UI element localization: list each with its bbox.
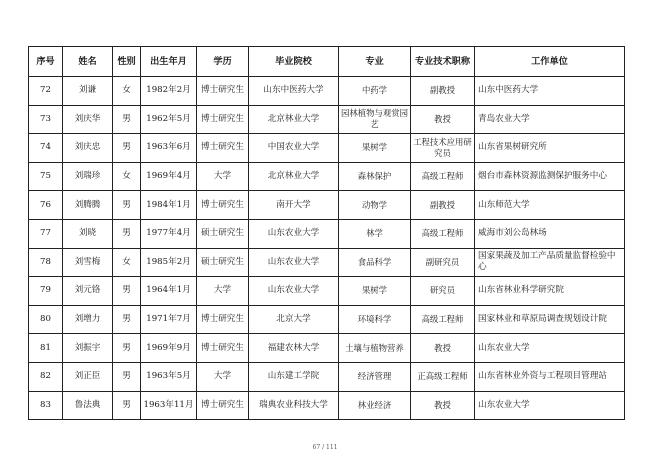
cell-education: 大学: [197, 277, 249, 306]
cell-gender: 女: [113, 77, 141, 106]
table-row: [29, 334, 625, 363]
table-row: [29, 391, 625, 420]
cell-major: 林学: [339, 219, 411, 248]
cell-school: 山东建工学院: [249, 362, 339, 391]
table-row: [29, 77, 625, 106]
cell-education: 博士研究生: [197, 105, 249, 134]
cell-no: 73: [29, 105, 63, 134]
cell-unit: 国家果蔬及加工产品质量监督检验中心: [475, 248, 625, 277]
header-unit: 工作单位: [475, 47, 625, 77]
cell-gender: 男: [113, 105, 141, 134]
cell-name: 刘振宇: [63, 334, 113, 363]
personnel-table: [28, 46, 625, 420]
cell-major: 果树学: [339, 277, 411, 306]
cell-unit: 国家林业和草原局调查规划设计院: [475, 305, 625, 334]
cell-title: 工程技术应用研究员: [411, 134, 475, 163]
cell-gender: 男: [113, 219, 141, 248]
cell-school: 山东中医药大学: [249, 77, 339, 106]
cell-education: 博士研究生: [197, 334, 249, 363]
cell-major: 中药学: [339, 77, 411, 106]
cell-no: 72: [29, 77, 63, 106]
cell-school: 瑞典农业科技大学: [249, 391, 339, 420]
header-no: 序号: [29, 47, 63, 77]
cell-unit: 山东省林业科学研究院: [475, 277, 625, 306]
cell-title: 教授: [411, 334, 475, 363]
cell-birth: 1963年6月: [141, 134, 197, 163]
cell-name: 刘雪梅: [63, 248, 113, 277]
cell-no: 81: [29, 334, 63, 363]
cell-birth: 1984年1月: [141, 191, 197, 220]
cell-title: 教授: [411, 391, 475, 420]
cell-title: 副教授: [411, 191, 475, 220]
cell-gender: 女: [113, 248, 141, 277]
cell-school: 北京林业大学: [249, 162, 339, 191]
table-body: [29, 77, 625, 420]
cell-education: 博士研究生: [197, 77, 249, 106]
cell-education: 大学: [197, 162, 249, 191]
cell-unit: 青岛农业大学: [475, 105, 625, 134]
cell-birth: 1977年4月: [141, 219, 197, 248]
cell-no: 80: [29, 305, 63, 334]
cell-name: 刘腾腾: [63, 191, 113, 220]
header-school: 毕业院校: [249, 47, 339, 77]
cell-major: 森林保护: [339, 162, 411, 191]
cell-education: 硕士研究生: [197, 248, 249, 277]
cell-school: 北京林业大学: [249, 105, 339, 134]
table-row: [29, 305, 625, 334]
cell-name: 刘晓: [63, 219, 113, 248]
cell-title: 正高级工程师: [411, 362, 475, 391]
cell-gender: 男: [113, 391, 141, 420]
cell-gender: 女: [113, 162, 141, 191]
cell-gender: 男: [113, 134, 141, 163]
cell-name: 刘庆忠: [63, 134, 113, 163]
cell-title: 高级工程师: [411, 162, 475, 191]
cell-gender: 男: [113, 305, 141, 334]
cell-name: 刘谦: [63, 77, 113, 106]
cell-unit: 山东省林业外资与工程项目管理站: [475, 362, 625, 391]
cell-gender: 男: [113, 277, 141, 306]
cell-education: 博士研究生: [197, 134, 249, 163]
cell-no: 74: [29, 134, 63, 163]
cell-name: 刘正臣: [63, 362, 113, 391]
cell-unit: 威海市刘公岛林场: [475, 219, 625, 248]
cell-no: 77: [29, 219, 63, 248]
table-row: [29, 162, 625, 191]
cell-school: 北京大学: [249, 305, 339, 334]
page-number: 67 / 111: [312, 444, 338, 451]
cell-major: 动物学: [339, 191, 411, 220]
cell-gender: 男: [113, 334, 141, 363]
table-header: [29, 47, 625, 77]
cell-title: 教授: [411, 105, 475, 134]
cell-unit: 烟台市森林资源监测保护服务中心: [475, 162, 625, 191]
cell-gender: 男: [113, 362, 141, 391]
cell-major: 园林植物与观赏园艺: [339, 105, 411, 134]
cell-school: 中国农业大学: [249, 134, 339, 163]
cell-title: 研究员: [411, 277, 475, 306]
cell-gender: 男: [113, 191, 141, 220]
table-row: [29, 219, 625, 248]
cell-birth: 1969年4月: [141, 162, 197, 191]
table-row: [29, 362, 625, 391]
cell-title: 高级工程师: [411, 219, 475, 248]
cell-birth: 1985年2月: [141, 248, 197, 277]
cell-major: 经济管理: [339, 362, 411, 391]
header-birth: 出生年月: [141, 47, 197, 77]
cell-birth: 1963年5月: [141, 362, 197, 391]
header-row: [29, 47, 625, 77]
cell-no: 75: [29, 162, 63, 191]
cell-education: 博士研究生: [197, 305, 249, 334]
table-row: [29, 248, 625, 277]
table-row: [29, 277, 625, 306]
cell-name: 刘瑞珍: [63, 162, 113, 191]
cell-birth: 1963年11月: [141, 391, 197, 420]
cell-title: 副研究员: [411, 248, 475, 277]
cell-no: 76: [29, 191, 63, 220]
cell-education: 硕士研究生: [197, 219, 249, 248]
cell-major: 环境科学: [339, 305, 411, 334]
cell-education: 博士研究生: [197, 191, 249, 220]
header-education: 学历: [197, 47, 249, 77]
cell-unit: 山东中医药大学: [475, 77, 625, 106]
cell-no: 83: [29, 391, 63, 420]
cell-major: 土壤与植物营养: [339, 334, 411, 363]
cell-birth: 1964年1月: [141, 277, 197, 306]
cell-birth: 1971年7月: [141, 305, 197, 334]
cell-no: 78: [29, 248, 63, 277]
table-row: [29, 134, 625, 163]
cell-major: 食品科学: [339, 248, 411, 277]
header-name: 姓名: [63, 47, 113, 77]
cell-school: 福建农林大学: [249, 334, 339, 363]
cell-school: 山东农业大学: [249, 219, 339, 248]
cell-unit: 山东省果树研究所: [475, 134, 625, 163]
cell-birth: 1982年2月: [141, 77, 197, 106]
cell-education: 大学: [197, 362, 249, 391]
table-row: [29, 105, 625, 134]
cell-unit: 山东师范大学: [475, 191, 625, 220]
cell-name: 鲁法典: [63, 391, 113, 420]
cell-major: 林业经济: [339, 391, 411, 420]
header-gender: 性别: [113, 47, 141, 77]
cell-school: 山东农业大学: [249, 277, 339, 306]
cell-title: 副教授: [411, 77, 475, 106]
table-row: [29, 191, 625, 220]
cell-unit: 山东农业大学: [475, 391, 625, 420]
cell-no: 82: [29, 362, 63, 391]
cell-education: 博士研究生: [197, 391, 249, 420]
header-title: 专业技术职称: [411, 47, 475, 77]
cell-major: 果树学: [339, 134, 411, 163]
cell-name: 刘庆华: [63, 105, 113, 134]
cell-title: 高级工程师: [411, 305, 475, 334]
cell-name: 刘增力: [63, 305, 113, 334]
cell-name: 刘元铬: [63, 277, 113, 306]
cell-unit: 山东农业大学: [475, 334, 625, 363]
cell-no: 79: [29, 277, 63, 306]
cell-birth: 1962年5月: [141, 105, 197, 134]
cell-birth: 1969年9月: [141, 334, 197, 363]
cell-school: 山东农业大学: [249, 248, 339, 277]
cell-school: 南开大学: [249, 191, 339, 220]
header-major: 专业: [339, 47, 411, 77]
